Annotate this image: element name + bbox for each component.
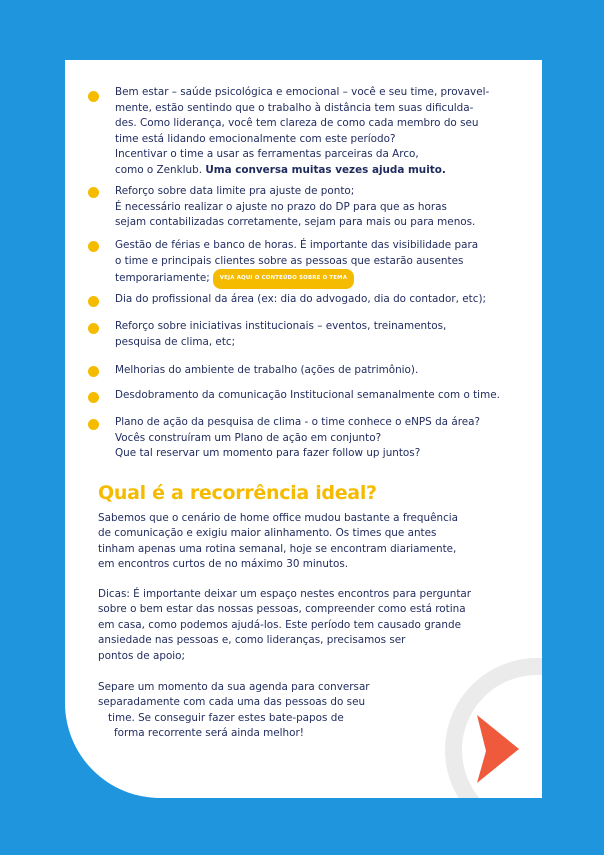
list-item-text	[115, 415, 533, 462]
text-line: tinham apenas uma rotina semanal, hoje se encontram diariamente,	[98, 542, 457, 555]
text-line: Incentivar o time a usar as ferramentas parceiras da Arco,	[115, 148, 419, 161]
text-line: des. Como liderança, você tem clareza de como cada membro do seu	[115, 117, 479, 130]
list-item-text	[115, 184, 533, 231]
bullet-dot	[88, 187, 99, 198]
text-line	[115, 269, 533, 289]
bullet-dot	[88, 419, 99, 430]
text-line: Separe um momento da sua agenda para conversar	[98, 681, 370, 693]
bullet-dot	[88, 296, 99, 307]
emphasis-text: Uma conversa muitas vezes ajuda muito.	[205, 163, 446, 176]
text-line: Vocês construíram um Plano de ação em conjunto?	[115, 431, 382, 444]
text-line: pontos de apoio;	[98, 649, 186, 662]
bullet-dot	[88, 91, 99, 102]
bullet-dot	[88, 241, 99, 252]
text-line: pesquisa de clima, etc;	[115, 335, 236, 348]
text-segment: como o Zenklub.	[115, 163, 206, 176]
text-line: time. Se conseguir fazer estes bate-papos de	[108, 711, 344, 724]
bullet-dot	[88, 392, 99, 403]
text-line: Sabemos que o cenário de home office mudou bastante a frequência	[98, 512, 459, 524]
text-line: Melhorias do ambiente de trabalho (ações de patrimônio).	[115, 364, 419, 376]
text-line	[115, 163, 533, 179]
text-line: Desdobramento da comunicação Institucional semanalmente com o time.	[115, 389, 500, 401]
text-line: Bem estar – saúde psicológica e emocional – você e seu time, provavel-	[115, 86, 490, 98]
content-card	[65, 60, 542, 798]
text-line: ansiedade nas pessoas e, como lideranças, precisamos ser	[98, 634, 406, 647]
text-line: Gestão de férias e banco de horas. É importante das visibilidade para	[115, 239, 479, 251]
list-item-text	[115, 363, 533, 379]
text-line: em encontros curtos de no máximo 30 minutos.	[98, 558, 349, 571]
text-line: forma recorrente será ainda melhor!	[114, 727, 304, 740]
text-line: Dia do profissional da área (ex: dia do advogado, dia do contador, etc);	[115, 293, 486, 305]
text-line: Que tal reservar um momento para fazer follow up juntos?	[115, 447, 421, 460]
text-line: de comunicação e exigiu maior alinhamento. Os times que antes	[98, 527, 437, 540]
text-line: separadamente com cada uma das pessoas do seu	[98, 696, 366, 709]
text-line: mente, estão sentindo que o trabalho à distância tem suas dificulda-	[115, 101, 474, 114]
text-line: time está lidando emocionalmente com este período?	[115, 132, 396, 145]
text-line: sejam contabilizadas corretamente, sejam para mais ou para menos.	[115, 216, 476, 229]
list-item-text	[115, 319, 533, 350]
text-line: o time e principais clientes sobre as pessoas que estarão ausentes	[115, 254, 464, 267]
list-item-text	[115, 292, 533, 308]
content-link-button[interactable]: VEJA AQUI O CONTEÚDO SOBRE O TEMA	[213, 269, 354, 289]
paragraph	[98, 511, 528, 573]
text-segment: temporariamente;	[115, 272, 210, 285]
text-line: sobre o bem estar das nossas pessoas, compreender como está rotina	[98, 603, 466, 616]
paragraph	[98, 587, 528, 664]
text-line: É necessário realizar o ajuste no prazo do DP para que as horas	[115, 200, 447, 213]
bullet-dot	[88, 323, 99, 334]
paragraph	[98, 680, 528, 742]
text-line: em casa, como podemos ajudá-los. Este período tem causado grande	[98, 618, 461, 631]
text-line: Reforço sobre iniciativas institucionais – eventos, treinamentos,	[115, 320, 447, 332]
section-heading: Qual é a recorrência ideal?	[98, 482, 377, 504]
list-item-text	[115, 238, 533, 289]
text-line: Reforço sobre data limite pra ajuste de ponto;	[115, 185, 355, 197]
list-item-text	[115, 388, 533, 404]
text-line: Plano de ação da pesquisa de clima - o time conhece o eNPS da área?	[115, 416, 481, 428]
text-line: Dicas: É importante deixar um espaço nestes encontros para perguntar	[98, 588, 472, 600]
bullet-dot	[88, 366, 99, 377]
list-item-text	[115, 85, 533, 179]
